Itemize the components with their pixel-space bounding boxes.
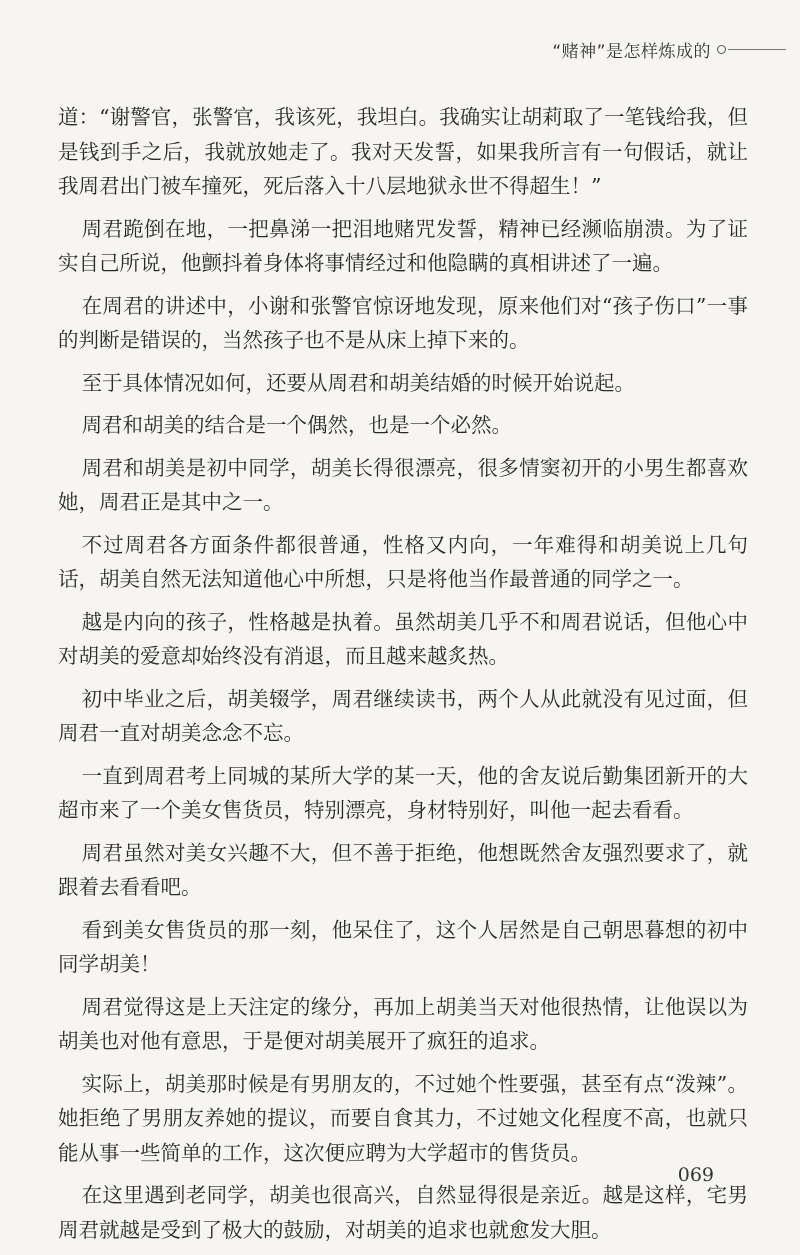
running-title: “赌神”是怎样炼成的 [552,41,711,62]
paragraph: 越是内向的孩子，性格越是执着。虽然胡美几乎不和周君说话，但他心中对胡美的爱意却始终没有消退，而且越来越炙热。 [58,609,748,668]
paragraph: 在这里遇到老同学，胡美也很高兴，自然显得很是亲近。越是这样，宅男周君就越是受到了极大的鼓励，对胡美的追求也就愈发大胆。 [58,1183,748,1242]
paragraph: 道：“谢警官，张警官，我该死，我坦白。我确实让胡莉取了一笔钱给我，但是钱到手之后，我就放她走了。我对天发誓，如果我所言有一句假话，就让我周君出门被车撞死，死后落入十八层地狱永世不得超生！” [58,105,748,198]
paragraph: 初中毕业之后，胡美辍学，周君继续读书，两个人从此就没有见过面，但周君一直对胡美念念不忘。 [58,686,748,745]
paragraph: 周君和胡美的结合是一个偶然，也是一个必然。 [81,413,513,437]
paragraph: 在周君的讲述中，小谢和张警官惊讶地发现，原来他们对“孩子伤口”一事的判断是错误的，当然孩子也不是从床上掉下来的。 [58,293,748,352]
running-header [552,36,786,62]
paragraph: 周君跪倒在地，一把鼻涕一把泪地赌咒发誓，精神已经濒临崩溃。为了证实自己所说，他颤抖着身体将事情经过和他隐瞒的真相讲述了一遍。 [58,216,748,275]
page-number: 069 [677,1164,714,1186]
paragraph: 一直到周君考上同城的某所大学的某一天，他的舍友说后勤集团新开的大超市来了一个美女售货员，特别漂亮，身材特别好，叫他一起去看看。 [58,763,748,822]
paragraph: 周君和胡美是初中同学，胡美长得很漂亮，很多情窦初开的小男生都喜欢她，周君正是其中之一。 [58,455,748,514]
paragraph: 周君虽然对美女兴趣不大，但不善于拒绝，他想既然舍友强烈要求了，就跟着去看看吧。 [58,840,748,899]
paragraph: 至于具体情况如何，还要从周君和胡美结婚的时候开始说起。 [81,370,636,395]
paragraph: 实际上，胡美那时候是有男朋友的，不过她个性要强，甚至有点“泼辣”。她拒绝了男朋友养她的提议，而要自食其力，不过她文化程度不高，也就只能从事一些简单的工作，这次便应聘为大学超市的售货员。 [58,1071,748,1165]
header-rule [728,49,786,50]
circle-ornament-icon [717,45,726,54]
paragraph: 不过周君各方面条件都很普通，性格又内向，一年难得和胡美说上几句话，胡美自然无法知道他心中所想，只是将他当作最普通的同学之一。 [58,532,748,591]
paragraph: 看到美女售货员的那一刻，他呆住了，这个人居然是自己朝思暮想的初中同学胡美！ [58,917,748,976]
body-text [58,100,748,1255]
paragraph: 周君觉得这是上天注定的缘分，再加上胡美当天对他很热情，让他误以为胡美也对他有意思，于是便对胡美展开了疯狂的追求。 [58,994,748,1053]
